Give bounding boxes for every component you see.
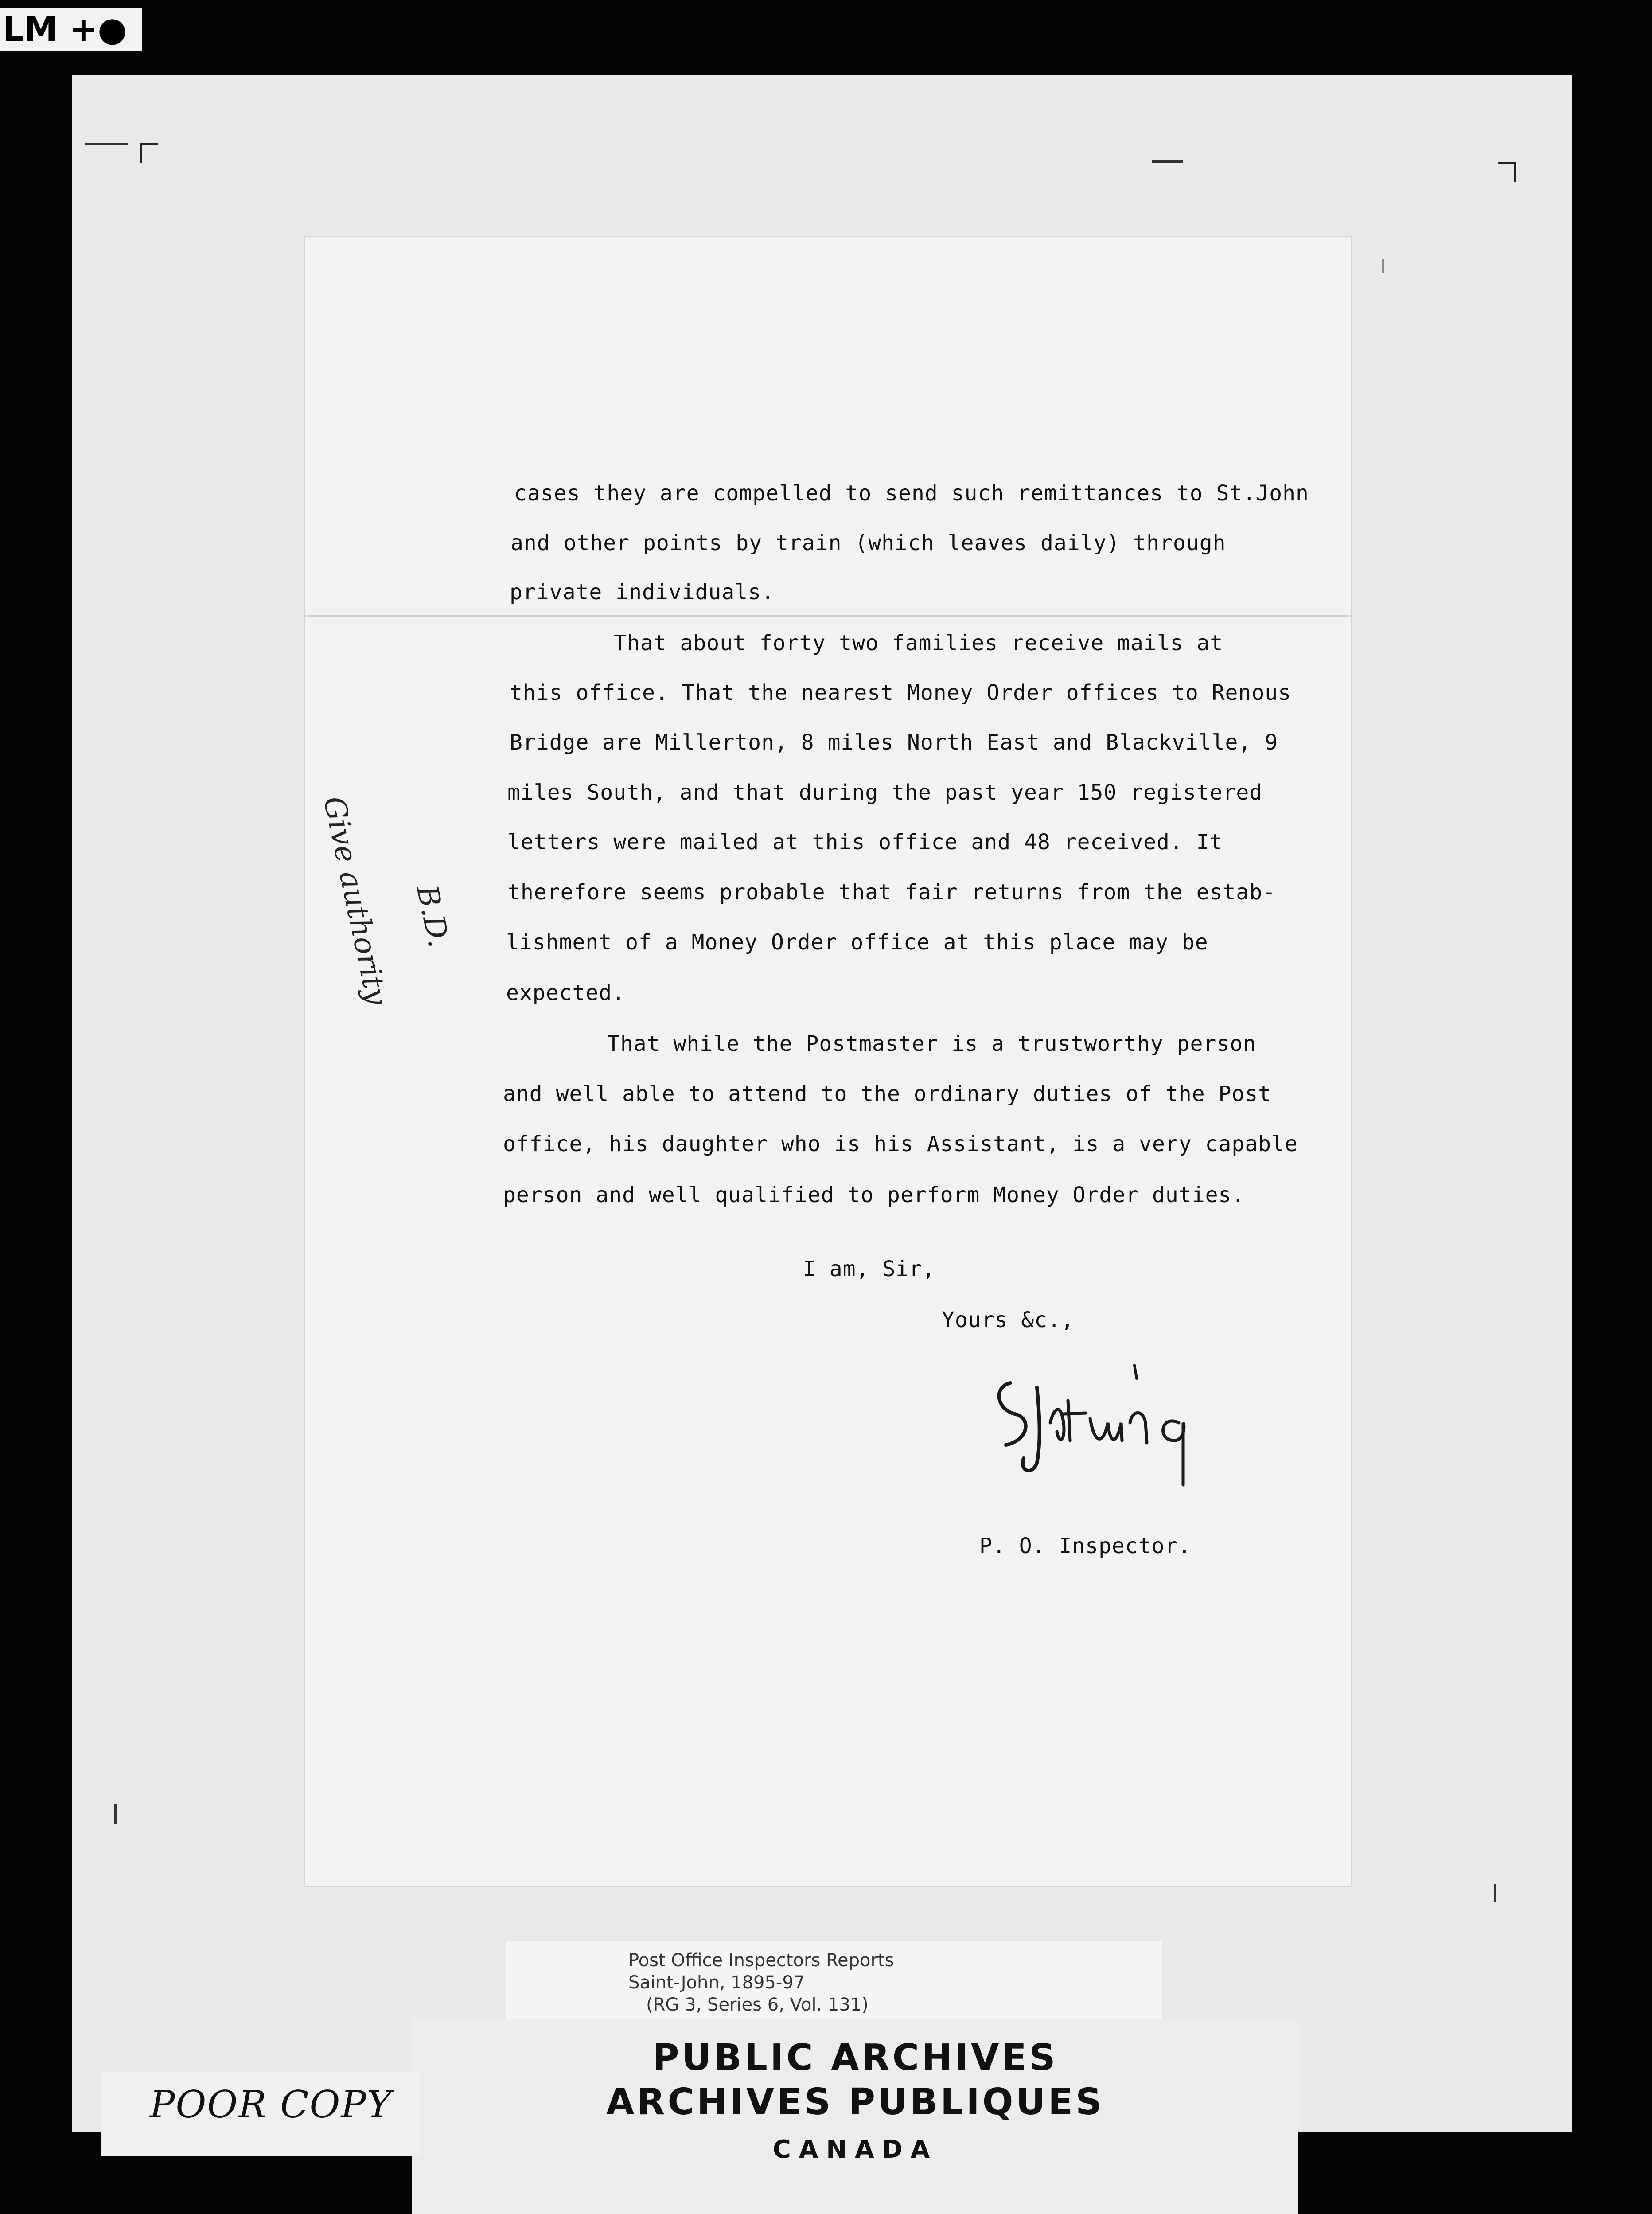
letter-line: person and well qualified to perform Money Order duties. [503, 1183, 1245, 1207]
letter-line: and other points by train (which leaves daily) through [510, 531, 1226, 555]
handwritten-signature [984, 1356, 1232, 1498]
citation-line: Saint-John, 1895-97 [628, 1972, 805, 1993]
archives-stamp [412, 2019, 1298, 2214]
poor-copy-note: POOR COPY [101, 2072, 420, 2156]
letter-line: Bridge are Millerton, 8 miles North East and Blackville, 9 [510, 730, 1278, 755]
letter-line: therefore seems probable that fair returns from the estab- [507, 880, 1276, 905]
signature-title: P. O. Inspector. [979, 1534, 1192, 1558]
letter-line: office, his daughter who is his Assistant, is a very capable [503, 1132, 1298, 1156]
letter-line: That while the Postmaster is a trustworthy person [607, 1031, 1257, 1056]
archives-line: ARCHIVES PUBLIQUES [606, 2081, 1105, 2123]
archives-line: PUBLIC ARCHIVES [652, 2037, 1058, 2079]
letter-line: and well able to attend to the ordinary duties of the Post [503, 1082, 1272, 1106]
letter-line: this office. That the nearest Money Order offices to Renous [510, 680, 1292, 705]
letter-line: private individuals. [510, 580, 775, 605]
archives-line: CANADA [772, 2135, 938, 2164]
letter-salutation: Yours &c., [942, 1308, 1074, 1332]
citation-line: Post Office Inspectors Reports [628, 1950, 894, 1971]
letter-line: miles South, and that during the past year 150 registered [507, 780, 1263, 805]
letter-line: letters were mailed at this office and 48 received. It [507, 830, 1223, 855]
film-frame-label: LM +● [0, 8, 142, 51]
handwritten-margin-initials: B.D. [409, 882, 456, 950]
letter-line: lishment of a Money Order office at this place may be [506, 930, 1208, 955]
letter-line: expected. [506, 980, 626, 1005]
letter-line: cases they are compelled to send such remittances to St.John [514, 481, 1309, 506]
letter-line: That about forty two families receive mails at [614, 631, 1223, 656]
handwritten-margin-note: Give authority [316, 793, 394, 1008]
citation-line: (RG 3, Series 6, Vol. 131) [646, 1995, 869, 2015]
letter-closing: I am, Sir, [803, 1257, 935, 1281]
